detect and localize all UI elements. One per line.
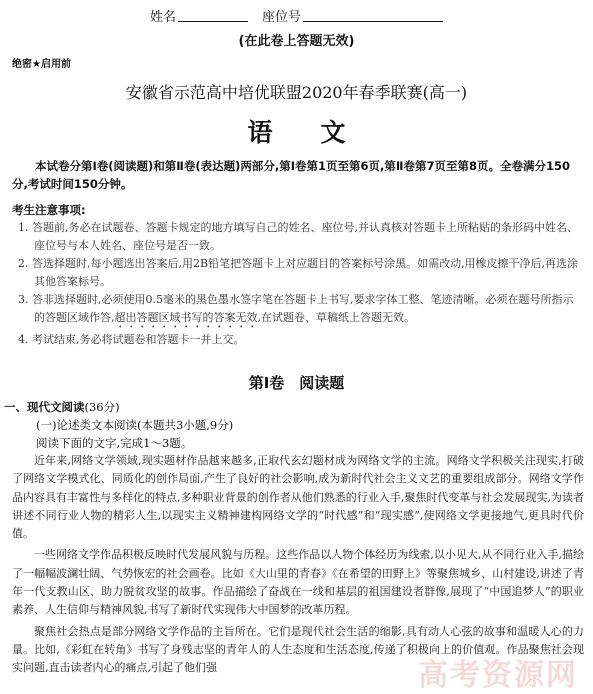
section-title-text: 一、现代文阅读: [4, 400, 85, 414]
exam-intro: 本试卷分第Ⅰ卷(阅读题)和第Ⅱ卷(表达题)两部分,第Ⅰ卷第1页至第6页,第Ⅱ卷第7页至第8页。全卷满分150分,考试时间150分钟。: [12, 159, 570, 191]
name-label: 姓名: [150, 10, 177, 25]
no-answer-notice: (在此卷上答题无效): [238, 34, 355, 49]
attention-item: [12, 291, 584, 331]
seat-blank: [303, 21, 443, 22]
attention-item: 1. 答题前,务必在试题卷、答题卡规定的地方填写自己的姓名、座位号,并认真核对答题卡上所粘贴的条形码中姓名、座位号与本人姓名、座位号是否一致。: [18, 221, 578, 252]
attention-item3-a: 3. 答非选择题时,必须使用0.5毫米的黑色墨水签字笔在答题卡上书写,要求字体工整、笔迹清晰。必须在题号所指示的答题区域作答,: [18, 293, 574, 324]
part-title: 第Ⅰ卷 阅读题: [248, 374, 345, 392]
subject-title: 语文: [247, 118, 394, 147]
section-title: [4, 399, 120, 415]
attention-heading: 考生注意事项:: [12, 203, 86, 217]
attention-item3-c: ,在试题卷、草稿纸上答题无效。: [257, 311, 415, 324]
passage-paragraph: 聚焦社会热点是部分网络文学作品的主旨所在。它们是现代社会生活的缩影,具有动人心弦的故事和温暖人心的力量。比如,《彩虹在转角》书写了身残志坚的青年人的人生态度和生活态度,传递了积极向上的价值观。作品聚焦社会现实问题,直击读者内心的痛点,引起了他们强: [12, 624, 584, 675]
attention-item3-emphasis: 超出答题区域书写的答案无效: [114, 311, 258, 324]
exam-title: 安徽省示范高中培优联盟2020年春季联赛(高一): [125, 83, 468, 102]
attention-item: 4. 考试结束,务必将试题卷和答题卡一并上交。: [18, 333, 245, 346]
subsection-title: (一)论述类文本阅读(本题共3小题,9分): [36, 418, 234, 432]
attention-item: 2. 答选择题时,每小题选出答案后,用2B铅笔把答题卡上对应题目的答案标号涂黑。如需改动,用橡皮擦干净后,再选涂其他答案标号。: [18, 257, 579, 288]
confidential-mark: 绝密★启用前: [12, 59, 71, 70]
watermark: 高考资源网: [418, 658, 578, 693]
seat-label: 座位号: [262, 10, 302, 25]
reading-instruction: 阅读下面的文字,完成1～3题。: [36, 436, 193, 450]
name-blank: [178, 21, 248, 22]
section-points: (36分): [84, 400, 120, 414]
passage-paragraph: 近年来,网络文学领域,现实题材作品越来越多,正取代玄幻题材成为网络文学的主流。网络文学积极关注现实,打破了网络文学模式化、同质化的创作局面,产生了良好的社会影响,成为新时代社会主义文艺的重要组成部分。网络文学作品内容具有丰富性与多样化的特点,多种职业背景的创作者从他们熟悉的行业入手,聚焦时代变革与社会发展现实,为读者讲述不同行业人物的精彩人生,以现实主义精神建构网络文学的“时代感”和“现实感”,使网络文学更接地气,更具时代价值。: [12, 454, 584, 541]
reading-passage: [12, 452, 584, 678]
passage-paragraph: 一些网络文学作品积极反映时代发展风貌与历程。这些作品以人物个体经历为线索,以小见大,从不同行业入手,描绘了一幅幅波澜壮阔、气势恢宏的社会画卷。比如《大山里的青春》《在希望的田野上》等聚焦城乡、山村建设,讲述了青年一代支教山区、助力脱贫攻坚的故事。作品描绘了奋战在一线和基层的祖国建设者群像,展现了“中国追梦人”的职业素养、人生信仰与精神风貌,书写了新时代实现伟大中国梦的改革历程。: [12, 548, 584, 617]
attention-list: [12, 219, 584, 349]
